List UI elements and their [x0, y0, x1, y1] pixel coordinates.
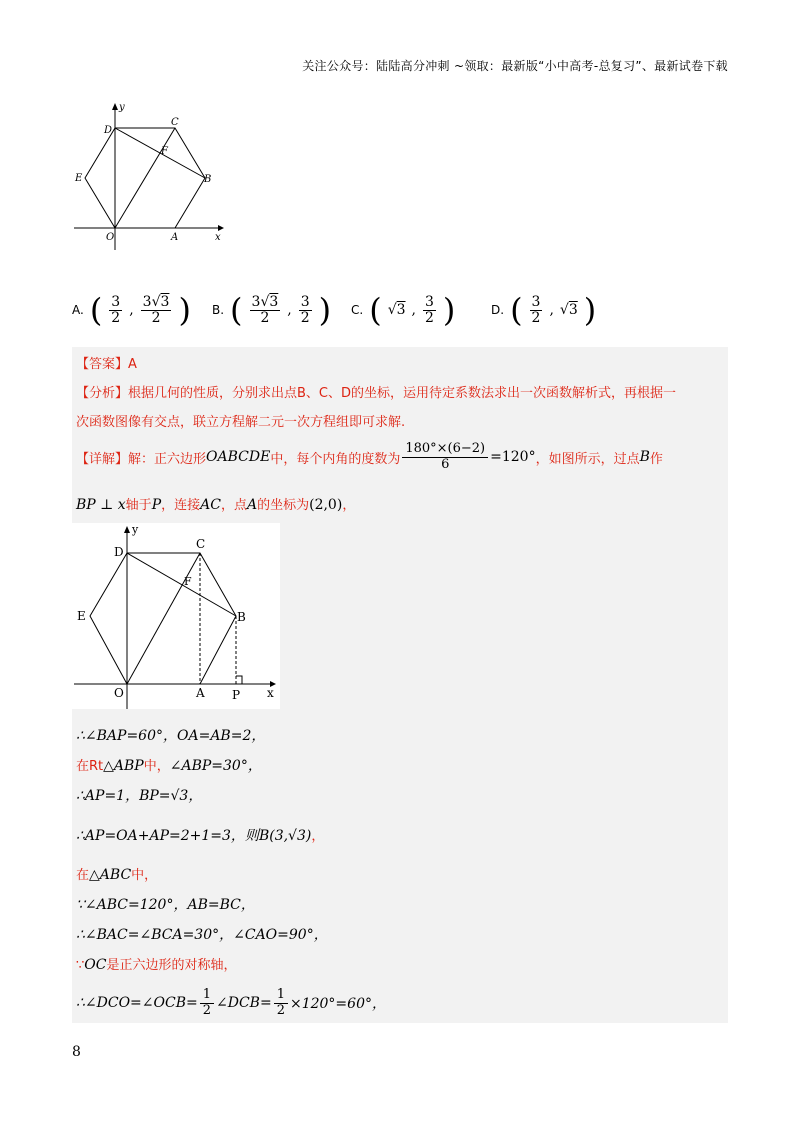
- label-b: B: [204, 174, 212, 185]
- detail-line-1: 【详解】 解：正六边形 OABCDE 中，每个内角的度数为 $\frac{180^\circ\times(6-2)}{6}$ =120° ，如图所示，过点 B 作: [76, 440, 663, 472]
- detail-line-2: BP ⊥ x轴于P，连接AC，点A的坐标为(2,0)，: [76, 497, 356, 513]
- option-a[interactable]: A. ( $\frac{3}{2}$ , $\frac{3√3}{2}$ ): [72, 291, 191, 329]
- label-o: O: [106, 232, 115, 243]
- option-b[interactable]: B. ( $\frac{3√3}{2}$ , $\frac{3}{2}$ ): [212, 291, 332, 329]
- label-x: x: [267, 686, 274, 700]
- answer-options: [72, 288, 732, 332]
- hexagon-figure-1: [72, 100, 232, 250]
- step-3: ∴AP=1，BP=√3，: [76, 788, 203, 804]
- step-7: ∴∠BAC=∠BCA=30°，∠CAO=90°，: [76, 927, 328, 943]
- hexagon-figure-2: [72, 523, 280, 709]
- option-d[interactable]: D. ( $\frac{3}{2}$ , √3 ): [491, 291, 597, 329]
- label-p: P: [232, 688, 241, 702]
- solution-panel: [72, 347, 728, 1023]
- option-c[interactable]: C. ( √3 , $\frac{3}{2}$ ): [351, 291, 456, 329]
- answer-line: 【答案】A: [76, 357, 137, 372]
- label-c: C: [171, 117, 179, 128]
- option-b-label: B.: [212, 303, 225, 317]
- option-c-label: C.: [351, 303, 364, 317]
- page-header: 关注公众号：陆陆高分冲刺 ~领取：最新版“小中高考-总复习”、最新试卷下载: [302, 59, 728, 73]
- label-b: B: [237, 610, 246, 624]
- step-9: ∴∠DCO=∠OCB= $\frac{1}{2}$ ∠DCB= $\frac{1}{2}$ ×120°=60°，: [76, 986, 386, 1018]
- analysis-line-1: 【分析】根据几何的性质，分别求出点B、C、D的坐标，运用待定系数法求出一次函数解析式，再根据一: [76, 386, 677, 401]
- analysis-line-2: 次函数图像有交点，联立方程解二元一次方程组即可求解.: [76, 415, 406, 430]
- label-e: E: [77, 609, 86, 623]
- option-a-label: A.: [72, 303, 84, 317]
- label-d: D: [104, 125, 113, 136]
- step-8: ∵OC是正六边形的对称轴，: [76, 957, 237, 973]
- label-x: x: [215, 232, 221, 243]
- step-5: 在△ABC中，: [76, 867, 158, 883]
- label-a: A: [171, 232, 179, 243]
- label-f: F: [161, 146, 168, 157]
- option-d-label: D.: [491, 303, 505, 317]
- label-a: A: [196, 686, 205, 700]
- label-y: y: [132, 523, 139, 536]
- label-y: y: [119, 102, 125, 113]
- step-6: ∵∠ABC=120°，AB=BC，: [76, 897, 255, 913]
- label-e: E: [75, 173, 83, 184]
- step-4: ∴AP=OA+AP=2+1=3，则B(3,√3)，: [76, 828, 325, 844]
- label-f: F: [184, 575, 192, 588]
- label-c: C: [196, 537, 206, 551]
- step-1: ∴∠BAP=60°，OA=AB=2，: [76, 728, 266, 744]
- label-o: O: [114, 686, 124, 700]
- label-d: D: [114, 545, 124, 559]
- step-2: 在Rt△ABP中，∠ABP=30°，: [76, 758, 262, 774]
- page-number: 8: [72, 1044, 81, 1060]
